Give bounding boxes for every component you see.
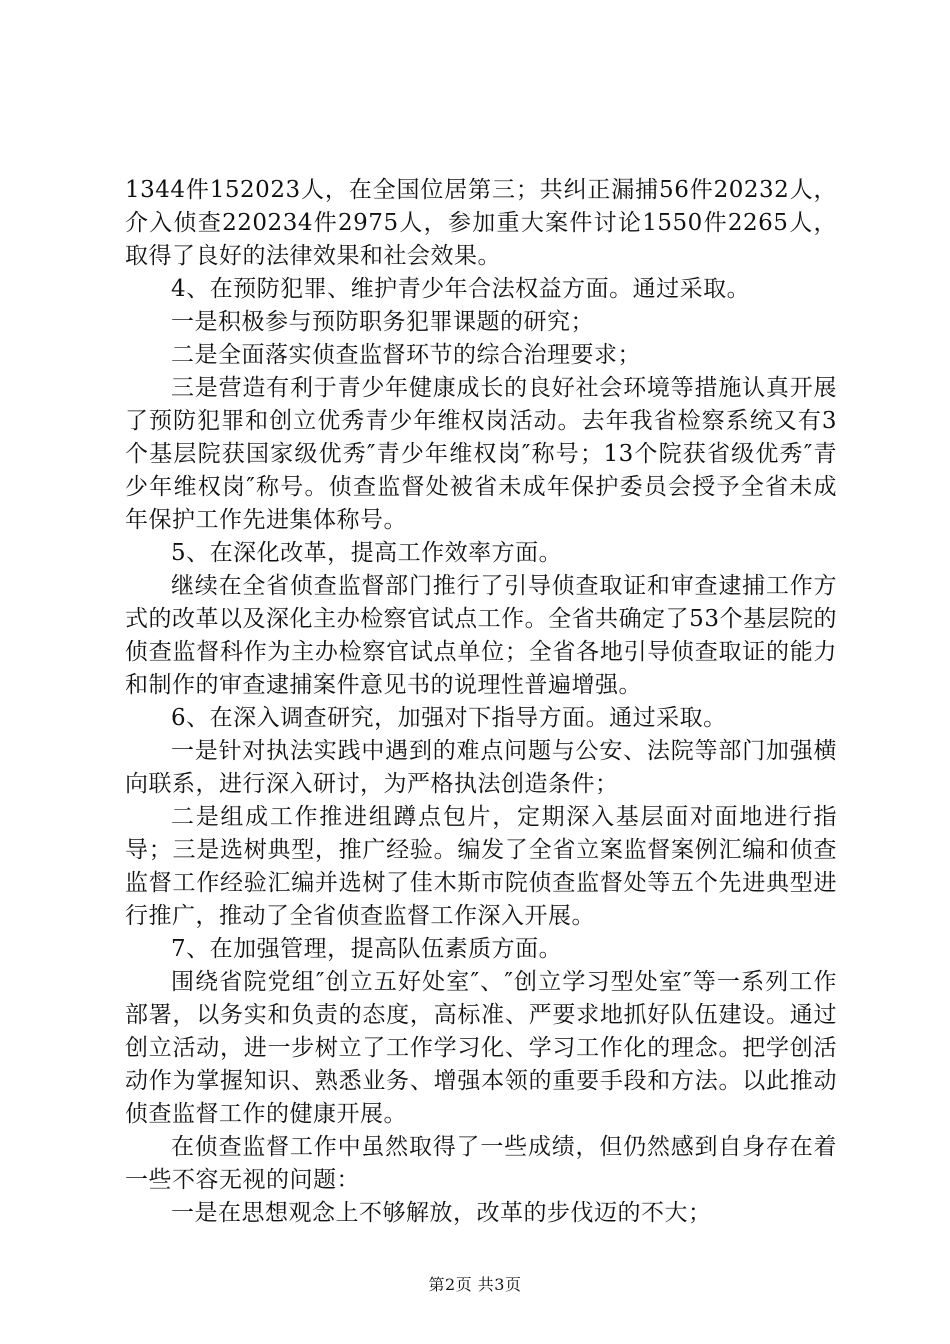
paragraph-statistics: 1344件152023人，在全国位居第三；共纠正漏捕56件20232人，介入侦查220234件2975人，参加重大案件讨论1550件2265人，取得了良好的法律效果和社会效果。 bbox=[125, 177, 837, 269]
paragraph-section-6-heading: 6、在深入调查研究，加强对下指导方面。通过采取。 bbox=[171, 705, 727, 731]
paragraph-section-4-item-1: 一是积极参与预防职务犯罪课题的研究； bbox=[171, 309, 594, 335]
paragraph-section-7-heading: 7、在加强管理，提高队伍素质方面。 bbox=[171, 936, 563, 962]
paragraph-problems-intro: 在侦查监督工作中虽然取得了一些成绩，但仍然感到自身存在着一些不容无视的问题： bbox=[125, 1134, 837, 1193]
paragraph-section-4-item-2: 二是全面落实侦查监督环节的综合治理要求； bbox=[171, 342, 641, 368]
paragraph-section-6-item-1: 一是针对执法实践中遇到的难点问题与公安、法院等部门加强横向联系，进行深入研讨，为严格执法创造条件； bbox=[125, 738, 837, 797]
paragraph-section-5-heading: 5、在深化改革，提高工作效率方面。 bbox=[171, 540, 563, 566]
document-body bbox=[125, 174, 837, 1230]
page-footer: 第2页 共3页 bbox=[428, 1275, 522, 1294]
paragraph-section-4-item-3: 三是营造有利于青少年健康成长的良好社会环境等措施认真开展了预防犯罪和创立优秀青少年维权岗活动。去年我省检察系统又有3个基层院获国家级优秀″青少年维权岗″称号；13个院获省级优秀″青少年维权岗″称号。侦查监督处被省未成年保护委员会授予全省未成年保护工作先进集体称号。 bbox=[125, 375, 837, 533]
paragraph-section-7-body: 围绕省院党组″创立五好处室″、″创立学习型处室″等一系列工作部署，以务实和负责的态度，高标准、严要求地抓好队伍建设。通过创立活动，进一步树立了工作学习化、学习工作化的理念。把学创活动作为掌握知识、熟悉业务、增强本领的重要手段和方法。以此推动侦查监督工作的健康开展。 bbox=[125, 969, 837, 1127]
paragraph-problem-1: 一是在思想观念上不够解放，改革的步伐迈的不大； bbox=[171, 1200, 712, 1226]
paragraph-section-6-item-2: 二是组成工作推进组蹲点包片，定期深入基层面对面地进行指导；三是选树典型，推广经验。编发了全省立案监督案例汇编和侦查监督工作经验汇编并选树了佳木斯市院侦查监督处等五个先进典型进行推广，推动了全省侦查监督工作深入开展。 bbox=[125, 804, 837, 929]
paragraph-section-5-body: 继续在全省侦查监督部门推行了引导侦查取证和审查逮捕工作方式的改革以及深化主办检察官试点工作。全省共确定了53个基层院的侦查监督科作为主办检察官试点单位；全省各地引导侦查取证的能力和制作的审查逮捕案件意见书的说理性普遍增强。 bbox=[125, 573, 837, 698]
paragraph-section-4-heading: 4、在预防犯罪、维护青少年合法权益方面。通过采取。 bbox=[171, 276, 751, 302]
